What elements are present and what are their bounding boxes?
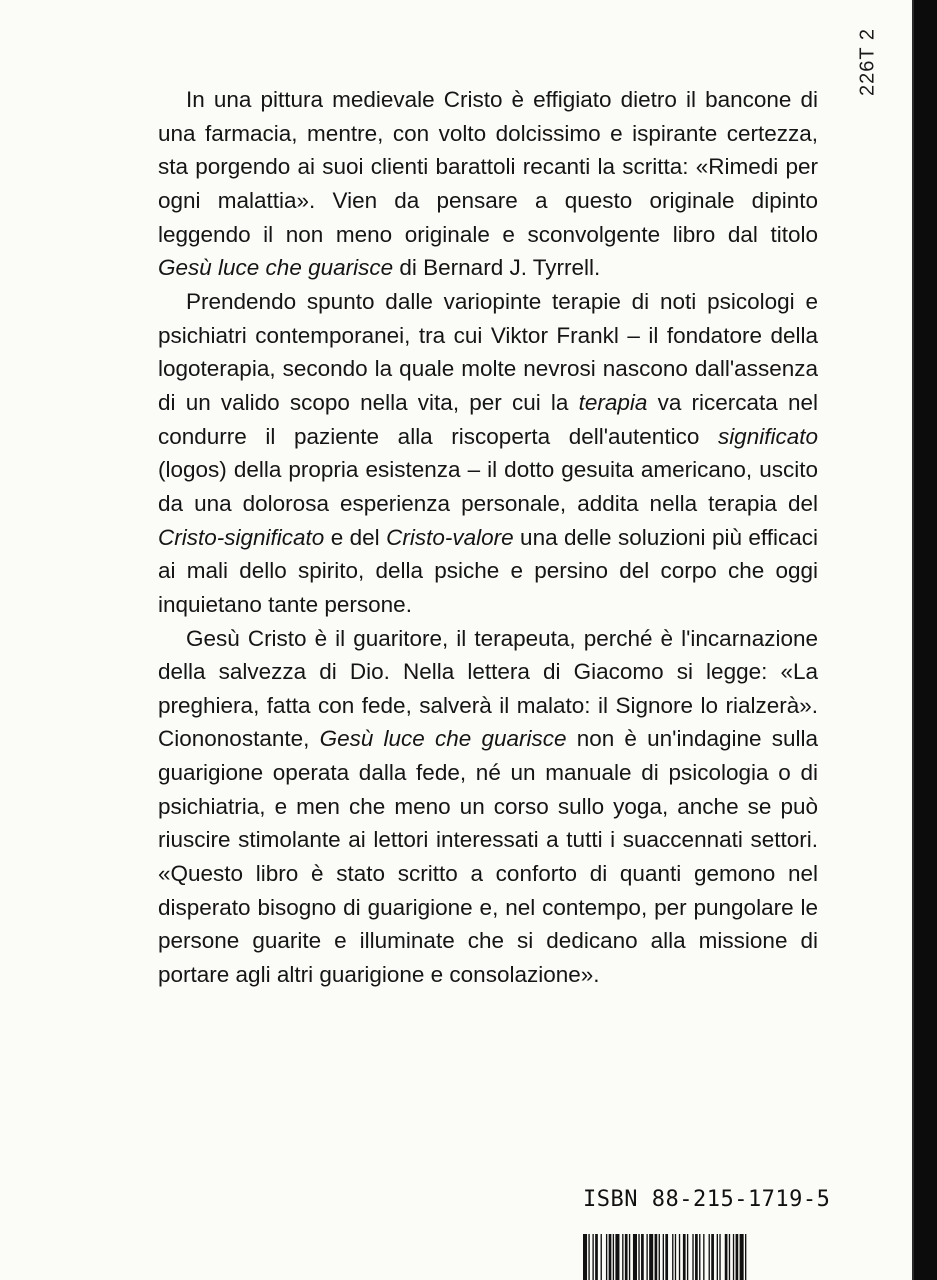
barcode-bar bbox=[699, 1234, 700, 1280]
italic-title-run: Cristo-valore bbox=[386, 524, 514, 550]
barcode-bar bbox=[745, 1234, 746, 1280]
barcode-bar bbox=[736, 1234, 739, 1280]
barcode-bar bbox=[655, 1234, 658, 1280]
text-run: va ricercata nel condurre il paziente alla riscoperta dell'autentico bbox=[158, 389, 818, 449]
paragraph-1 bbox=[158, 83, 818, 285]
italic-title-run: Cristo-significato bbox=[158, 524, 325, 550]
text-run: e del bbox=[324, 524, 387, 550]
text-run: (logos) della propria esistenza – il dotto gesuita americano, uscito da una dolorosa esperienza personale, addita nella terapia del bbox=[158, 457, 818, 516]
text-run: Prendendo spunto dalle variopinte terapie di noti psicologi e psichiatri contemporanei, tra cui Viktor Frankl – il fondatore della logoterapia, secondo la quale molte nevrosi nascono dall'assenza di un valido scopo nella vita, per cui la bbox=[158, 288, 818, 415]
italic-title-run: Gesù luce che guarisce bbox=[158, 255, 394, 281]
text-run: In una pittura medievale Cristo è effigiato dietro il bancone di una farmacia, mentre, con volto dolcissimo e ispirante certezza, sta porgendo ai suoi clienti barattoli recanti la scritta: «Rimedi per ogni malattia». Vien da pensare a questo originale dipinto leggendo il non meno originale e sconvolgente libro dal titolo bbox=[158, 87, 818, 247]
italic-title-run: terapia bbox=[578, 389, 648, 415]
barcode-bar bbox=[695, 1234, 698, 1280]
barcode-bar bbox=[740, 1234, 744, 1280]
barcode-bar bbox=[665, 1234, 668, 1280]
barcode-bar bbox=[711, 1234, 714, 1280]
text-run: non è un'indagine sulla guarigione operata dalla fede, né un manuale di psicologia o di psichiatria, e men che meno un corso sullo yoga, anche se può riuscire stimolante ai lettori interessati a tutti i suaccennati settori. «Questo libro è stato scritto a conforto di quanti gemono nel disperato bisogno di guarigione e, nel contempo, per pungolare le persone guarite e illuminate che si dedicano alla missione di portare agli altri guarigione e consolazione». bbox=[158, 726, 818, 988]
barcode-bar bbox=[606, 1234, 607, 1280]
barcode-bar bbox=[672, 1234, 673, 1280]
barcode-bar bbox=[649, 1234, 653, 1280]
paragraph-3 bbox=[158, 622, 818, 992]
barcode-bar bbox=[588, 1234, 589, 1280]
barcode-bar bbox=[675, 1234, 676, 1280]
barcode-bar bbox=[609, 1234, 612, 1280]
barcode-bar bbox=[733, 1234, 734, 1280]
text-run: una delle soluzioni più efficaci ai mali dello spirito, della psiche e persino del corpo che oggi inquietano tante persone. bbox=[158, 524, 819, 617]
barcode-bar bbox=[729, 1234, 730, 1280]
reference-code: 226T 2 bbox=[856, 28, 879, 96]
barcode-bar bbox=[663, 1234, 664, 1280]
barcode-bar bbox=[719, 1234, 720, 1280]
text-run: di Bernard J. Tyrrell. bbox=[393, 255, 601, 281]
barcode-bar bbox=[692, 1234, 693, 1280]
barcode-bar bbox=[625, 1234, 628, 1280]
barcode-bar bbox=[592, 1234, 593, 1280]
barcode-bar bbox=[613, 1234, 614, 1280]
barcode-bar bbox=[641, 1234, 644, 1280]
barcode-bar bbox=[703, 1234, 704, 1280]
barcode-bar bbox=[646, 1234, 647, 1280]
barcode-bar bbox=[583, 1234, 587, 1280]
barcode-bar bbox=[615, 1234, 619, 1280]
barcode-bar bbox=[659, 1234, 660, 1280]
barcode-bar bbox=[633, 1234, 637, 1280]
barcode-bar bbox=[638, 1234, 639, 1280]
barcode-bar bbox=[595, 1234, 598, 1280]
blurb-text bbox=[158, 83, 818, 992]
italic-title-run: significato bbox=[717, 423, 818, 449]
barcode bbox=[583, 1234, 839, 1280]
text-run: Gesù Cristo è il guaritore, il terapeuta, perché è l'incarnazione della salvezza di Dio. Nella lettera di Giacomo si legge: «La preghiera, fatta con fede, salverà il malato: il Signore lo rialzerà». Ciononostante, bbox=[158, 625, 818, 752]
barcode-bar bbox=[601, 1234, 602, 1280]
paragraph-2 bbox=[158, 285, 818, 622]
barcode-bar bbox=[717, 1234, 718, 1280]
barcode-bar bbox=[629, 1234, 630, 1280]
barcode-bar bbox=[687, 1234, 688, 1280]
isbn-label: ISBN 88-215-1719-5 bbox=[583, 1187, 831, 1212]
barcode-bar bbox=[725, 1234, 728, 1280]
barcode-bar bbox=[683, 1234, 686, 1280]
barcode-bar bbox=[622, 1234, 623, 1280]
barcode-bar bbox=[679, 1234, 680, 1280]
italic-title-run: Gesù luce che guarisce bbox=[319, 726, 567, 752]
barcode-bar bbox=[709, 1234, 710, 1280]
